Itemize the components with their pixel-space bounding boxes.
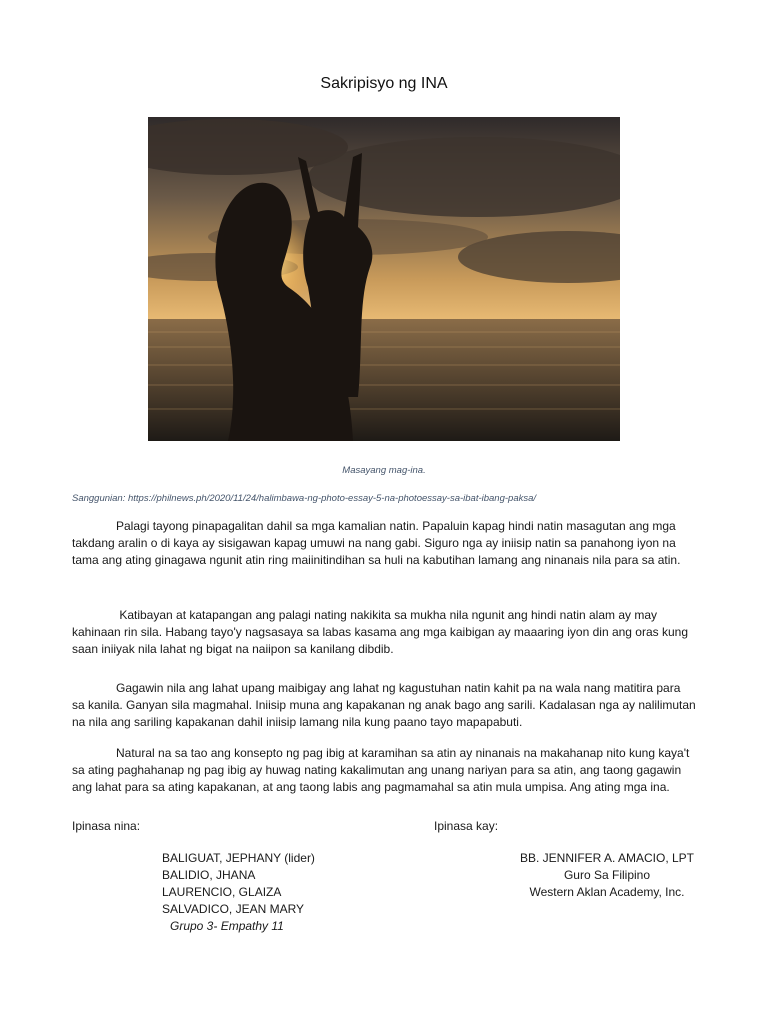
author-name: BALIGUAT, JEPHANY (lider) (162, 851, 315, 865)
teacher-role: Guro Sa Filipino (563, 868, 651, 882)
photo-caption: Masayang mag-ina. (342, 465, 426, 476)
paragraph-4 (72, 745, 696, 796)
paragraph-3 (72, 680, 696, 731)
submitted-by-label: Ipinasa nina: (72, 819, 141, 833)
submitted-to-label: Ipinasa kay: (434, 819, 499, 833)
author-list (162, 850, 315, 935)
source-citation: Sanggunian: https://philnews.ph/2020/11/24/halimbawa-ng-photo-essay-5-na-photoessay-sa-ibat-ibang-paksa/ (72, 493, 537, 504)
group-name: Grupo 3- Empathy 11 (170, 919, 284, 933)
paragraph-1 (72, 518, 696, 569)
paragraph-2-text: Katibayan at katapangan ang palagi nating nakikita sa mukha nila ngunit ang hindi natin alam ay may kahinaan rin sila. Habang tayo'y nagsasaya sa labas kasama ang mga kaibigan ay maaaring iyon din ang oras kung saan iniiyak nila lahat ng bigat na naiipon sa kanilang dibdib. (72, 608, 689, 656)
author-name: BALIDIO, JHANA (162, 868, 256, 882)
paragraph-3-text: Gagawin nila ang lahat upang maibigay ang lahat ng kagustuhan natin kahit pa na wala nang matitira para sa kanila. Ganyan sila magmahal. Iniisip muna ang kapakanan ng anak bago ang sarili. Kadalasan nga ay nalilimutan na nila ang sariling kapakanan dahil iniisip lamang nila kung paano tayo mapapabuti. (72, 681, 696, 729)
teacher-block (500, 850, 714, 901)
author-name: LAURENCIO, GLAIZA (162, 885, 282, 899)
page-title: Sakripisyo ng INA (320, 75, 448, 92)
mother-child-sunset-photo (148, 117, 620, 441)
paragraph-4-text: Natural na sa tao ang konsepto ng pag ibig at karamihan sa atin ay ninanais na makahanap nito kung kaya't sa ating paghahanap ng pag ibig ay huwag nating kakalimutan ang unang nariyan para sa atin, ang taong gagawin ang lahat para sa ating kapakanan, at ang taong labis ang pagmamahal sa atin mula umpisa. Ang ating mga ina. (72, 746, 690, 794)
teacher-name: BB. JENNIFER A. AMACIO, LPT (519, 851, 695, 865)
paragraph-2 (72, 607, 696, 658)
author-name: SALVADICO, JEAN MARY (162, 902, 305, 916)
teacher-school: Western Aklan Academy, Inc. (529, 885, 685, 899)
paragraph-1-text: Palagi tayong pinapagalitan dahil sa mga kamalian natin. Papaluin kapag hindi natin masagutan ang mga takdang aralin o di kaya ay sisigawan kapag umuwi na nang gabi. Siguro nga ay iniisip natin sa panahong iyon na tama ang ating ginagawa ngunit atin ring maiinitindihan sa huli na kabutihan lamang ang ninanais nila para sa atin. (72, 519, 681, 567)
